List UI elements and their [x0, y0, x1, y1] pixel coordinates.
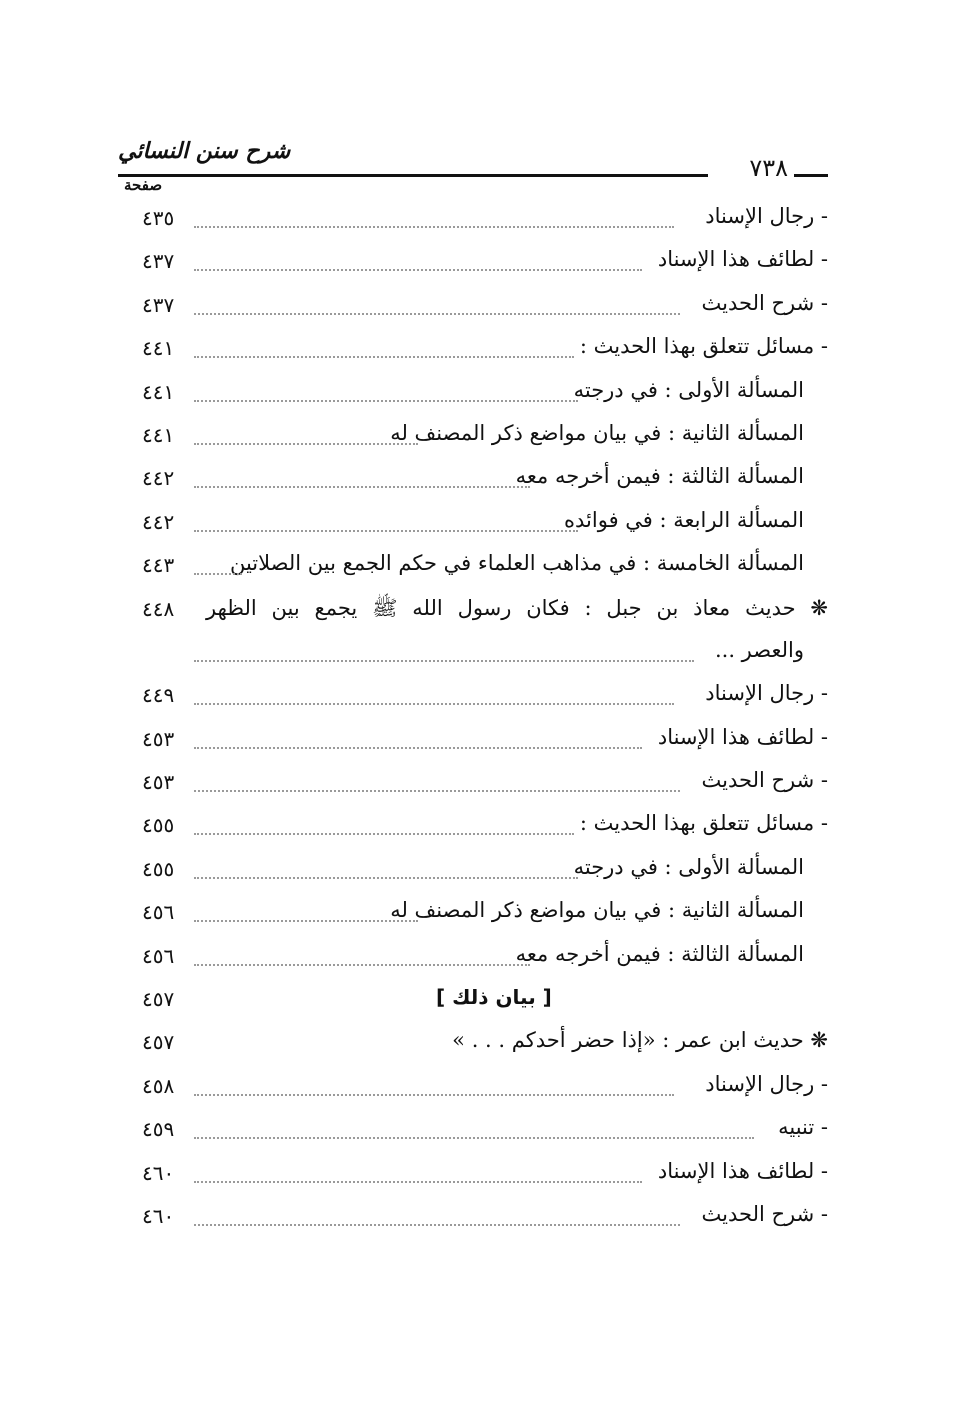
- dot-leader: [194, 790, 680, 792]
- toc-entry-text: - لطائف هذا الإسناد: [657, 247, 828, 272]
- toc-entry: [0, 1153, 968, 1196]
- toc-entry: [0, 1109, 968, 1152]
- toc-entry-page: ٤٥٧: [142, 987, 175, 1012]
- toc-entry-page: ٤٥٩: [142, 1117, 175, 1142]
- dot-leader: [194, 747, 642, 749]
- toc-entry-text: المسألة الرابعة : في فوائده: [564, 507, 804, 532]
- toc-entry-text: المسألة الثانية : في بيان مواضع ذكر المصنف له: [390, 898, 804, 923]
- dot-leader: [194, 833, 574, 835]
- toc-entry-page: ٤٣٧: [142, 249, 175, 274]
- toc-entry-text: - تنبيه: [778, 1115, 828, 1140]
- toc-entry-text: - مسائل تتعلق بهذا الحديث :: [579, 334, 828, 359]
- dot-leader: [194, 443, 418, 445]
- toc-entry: [0, 936, 968, 979]
- toc-entry-text: المسألة الخامسة : في مذاهب العلماء في حكم الجمع بين الصلاتين: [229, 551, 804, 576]
- page-header: [118, 132, 828, 192]
- toc-entry: [0, 1196, 968, 1239]
- toc-entry-text: المسألة الأولى : في درجته: [573, 854, 804, 879]
- toc-entry-page: ٤٤٨: [142, 596, 175, 621]
- dot-leader: [194, 269, 642, 271]
- dot-leader: [194, 1094, 674, 1096]
- dot-leader: [194, 703, 674, 705]
- book-title: شرح سنن النسائي: [118, 138, 291, 164]
- toc-entry-page: ٤٥٣: [142, 726, 175, 751]
- dot-leader: [194, 226, 674, 228]
- toc-entry: [0, 545, 968, 588]
- toc-entry-page: ٤٤١: [142, 422, 175, 447]
- toc-entry: [0, 502, 968, 545]
- page-number: ٧٣٨: [749, 154, 788, 182]
- toc-entry-text: - شرح الحديث: [701, 1201, 828, 1226]
- toc-entry: [0, 415, 968, 458]
- header-rule: [118, 174, 708, 177]
- dot-leader: [194, 573, 242, 575]
- header-dash: [794, 174, 828, 177]
- toc-entry: [0, 805, 968, 848]
- toc-entry: [0, 762, 968, 805]
- dot-leader: [194, 530, 578, 532]
- toc-entry: [0, 719, 968, 762]
- toc-entry-text: ❋ حديث ابن عمر : «إذا حضر أحدكم . . . »: [452, 1028, 828, 1053]
- toc-entry-page: ٤٥٦: [142, 900, 175, 925]
- toc-entry-page: ٤٤١: [142, 379, 175, 404]
- toc-entry-page: ٤٤١: [142, 336, 175, 361]
- toc-entry: [0, 328, 968, 371]
- toc-entry-page: ٤٤٢: [142, 509, 175, 534]
- toc-entry-page: ٤٥٣: [142, 770, 175, 795]
- toc-entry-page: ٤٦٠: [142, 1160, 175, 1185]
- toc-entry: [0, 198, 968, 241]
- toc-entry-page: ٤٣٥: [142, 206, 175, 230]
- toc-entry-page: ٤٥٦: [142, 943, 175, 968]
- toc-entry: [0, 1066, 968, 1109]
- toc-entry-text: - شرح الحديث: [701, 768, 828, 793]
- toc-entry-continuation: [0, 632, 968, 675]
- toc-entry: [0, 285, 968, 328]
- toc-entry-page: ٤٤٣: [142, 553, 175, 578]
- toc-entry-page: ٤٤٢: [142, 466, 175, 491]
- dot-leader: [194, 964, 530, 966]
- toc-entry-page: ٤٣٧: [142, 292, 175, 317]
- dot-leader: [194, 356, 574, 358]
- dot-leader: [194, 1137, 754, 1139]
- dot-leader: [194, 486, 530, 488]
- dot-leader: [194, 313, 680, 315]
- toc-entry-text: - رجال الإسناد: [705, 1071, 828, 1096]
- toc-entry-text: - لطائف هذا الإسناد: [657, 724, 828, 749]
- dot-leader: [194, 1224, 680, 1226]
- toc-entry-text: والعصر ...: [714, 637, 804, 662]
- toc-entry: [0, 458, 968, 501]
- toc-entry-text: - رجال الإسناد: [705, 204, 828, 228]
- toc-section-heading: [0, 979, 968, 1022]
- toc-entry: [0, 675, 968, 718]
- toc-entry-text: - لطائف هذا الإسناد: [657, 1158, 828, 1183]
- toc-entry-text: المسألة الثانية : في بيان مواضع ذكر المصنف له: [390, 420, 804, 445]
- toc-list: [0, 198, 968, 1239]
- toc-entry-text: المسألة الثالثة : فيمن أخرجه معه: [515, 941, 804, 966]
- toc-entry-page: ٤٦٠: [142, 1203, 175, 1228]
- toc-entry: [0, 372, 968, 415]
- dot-leader: [194, 660, 694, 662]
- toc-entry: [0, 589, 968, 632]
- toc-entry: [0, 1022, 968, 1065]
- toc-entry-text: [ بيان ذلك ]: [436, 985, 552, 1010]
- toc-entry: [0, 892, 968, 935]
- toc-entry-text: المسألة الثالثة : فيمن أخرجه معه: [515, 464, 804, 489]
- dot-leader: [194, 920, 418, 922]
- toc-entry-page: ٤٥٧: [142, 1030, 175, 1055]
- page-column-label: صفحة: [124, 176, 163, 194]
- toc-entry-text: - مسائل تتعلق بهذا الحديث :: [579, 811, 828, 836]
- toc-entry-text: - رجال الإسناد: [705, 681, 828, 706]
- toc-entry-page: ٤٥٥: [142, 856, 175, 881]
- toc-entry-text: ❋ حديث معاذ بن جبل : فكان رسول الله ﷺ يجمع بين الظهر: [206, 595, 828, 620]
- toc-entry-text: المسألة الأولى : في درجته: [573, 377, 804, 402]
- toc-entry-page: ٤٥٨: [142, 1073, 175, 1098]
- toc-entry: [0, 849, 968, 892]
- dot-leader: [194, 877, 578, 879]
- toc-entry-page: ٤٥٥: [142, 813, 175, 838]
- dot-leader: [194, 400, 578, 402]
- toc-entry: [0, 241, 968, 284]
- toc-entry-text: - شرح الحديث: [701, 290, 828, 315]
- dot-leader: [194, 1181, 642, 1183]
- toc-entry-page: ٤٤٩: [142, 683, 175, 708]
